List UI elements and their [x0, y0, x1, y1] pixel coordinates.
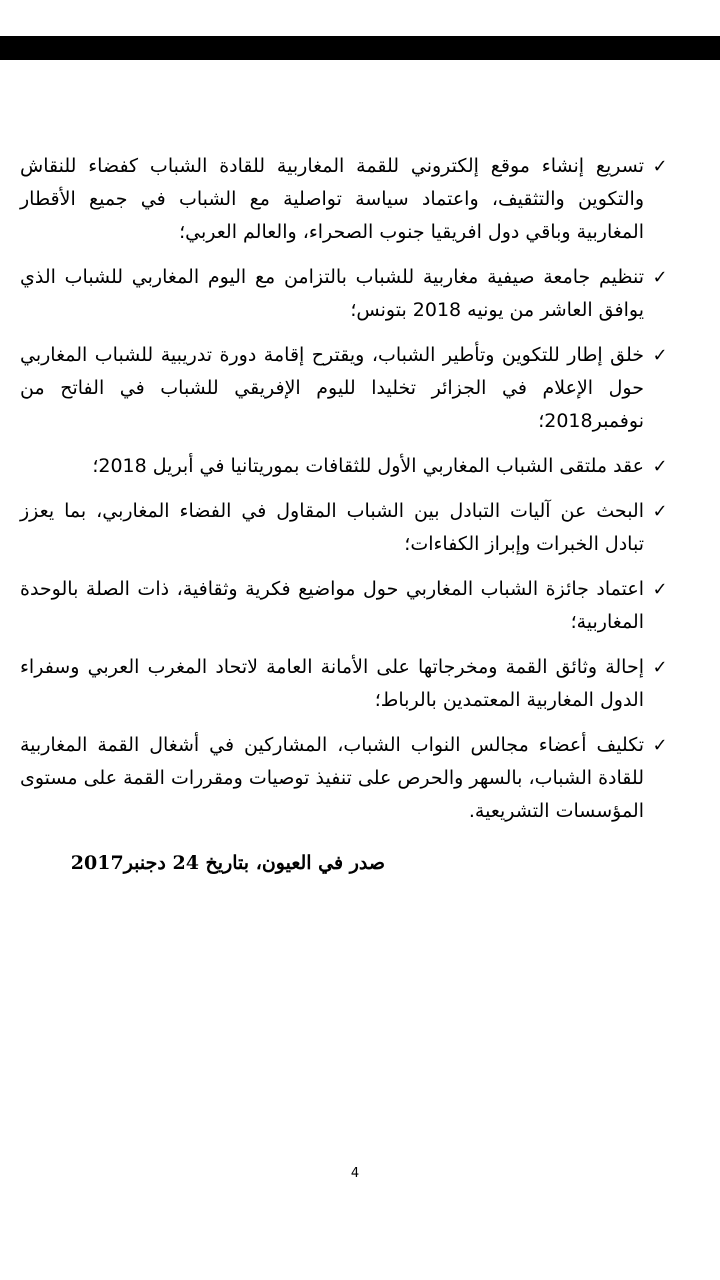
list-item — [20, 261, 670, 327]
page-number: 4 — [350, 1166, 360, 1181]
signature-date-line: صدر في العيون، بتاريخ 24 دجنبر2017 — [70, 852, 385, 874]
check-icon: ✓ — [652, 456, 668, 477]
list-item-text: البحث عن آليات التبادل بين الشباب المقاول في الفضاء المغاربي، بما يعزز تبادل الخبرات وإبراز الكفاءات؛ — [20, 500, 644, 555]
check-icon: ✓ — [652, 657, 668, 678]
list-item-text: اعتماد جائزة الشباب المغاربي حول مواضيع فكرية وثقافية، ذات الصلة بالوحدة المغاربية؛ — [20, 578, 644, 633]
list-item-text: عقد ملتقى الشباب المغاربي الأول للثقافات بموريتانيا في أبريل 2018؛ — [92, 455, 644, 477]
check-icon: ✓ — [652, 267, 668, 288]
list-item-text: تكليف أعضاء مجالس النواب الشباب، المشاركين في أشغال القمة المغاربية للقادة الشباب، بالسهر والحرص على تنفيذ توصيات ومقررات القمة على مستوى المؤسسات التشريعية. — [20, 734, 644, 822]
list-item-text: خلق إطار للتكوين وتأطير الشباب، ويقترح إقامة دورة تدريبية للشباب المغاربي حول الإعلام في الجزائر تخليدا لليوم الإفريقي للشباب في الفاتح من نوفمبر2018؛ — [20, 344, 644, 432]
list-item — [20, 573, 670, 639]
check-icon: ✓ — [652, 345, 668, 366]
check-icon: ✓ — [652, 579, 668, 600]
list-item-text: إحالة وثائق القمة ومخرجاتها على الأمانة العامة لاتحاد المغرب العربي وسفراء الدول المغاربية المعتمدين بالرباط؛ — [20, 656, 644, 711]
document-page — [20, 150, 670, 840]
list-item-text: تسريع إنشاء موقع إلكتروني للقمة المغاربية للقادة الشباب كفضاء للنقاش والتكوين والتثقيف، واعتماد سياسة تواصلية مع الشباب في جميع الأقطار المغاربية وباقي دول افريقيا جنوب الصحراء، والعالم العربي؛ — [20, 155, 644, 243]
list-item — [20, 150, 670, 249]
list-item — [20, 450, 670, 483]
list-item-text: تنظيم جامعة صيفية مغاربية للشباب بالتزامن مع اليوم المغاربي للشباب الذي يوافق العاشر من يونيه 2018 بتونس؛ — [20, 266, 644, 321]
list-item — [20, 495, 670, 561]
list-item — [20, 651, 670, 717]
top-status-bar — [0, 36, 720, 60]
list-item — [20, 339, 670, 438]
list-item — [20, 729, 670, 828]
check-icon: ✓ — [652, 156, 668, 177]
check-icon: ✓ — [652, 735, 668, 756]
check-icon: ✓ — [652, 501, 668, 522]
